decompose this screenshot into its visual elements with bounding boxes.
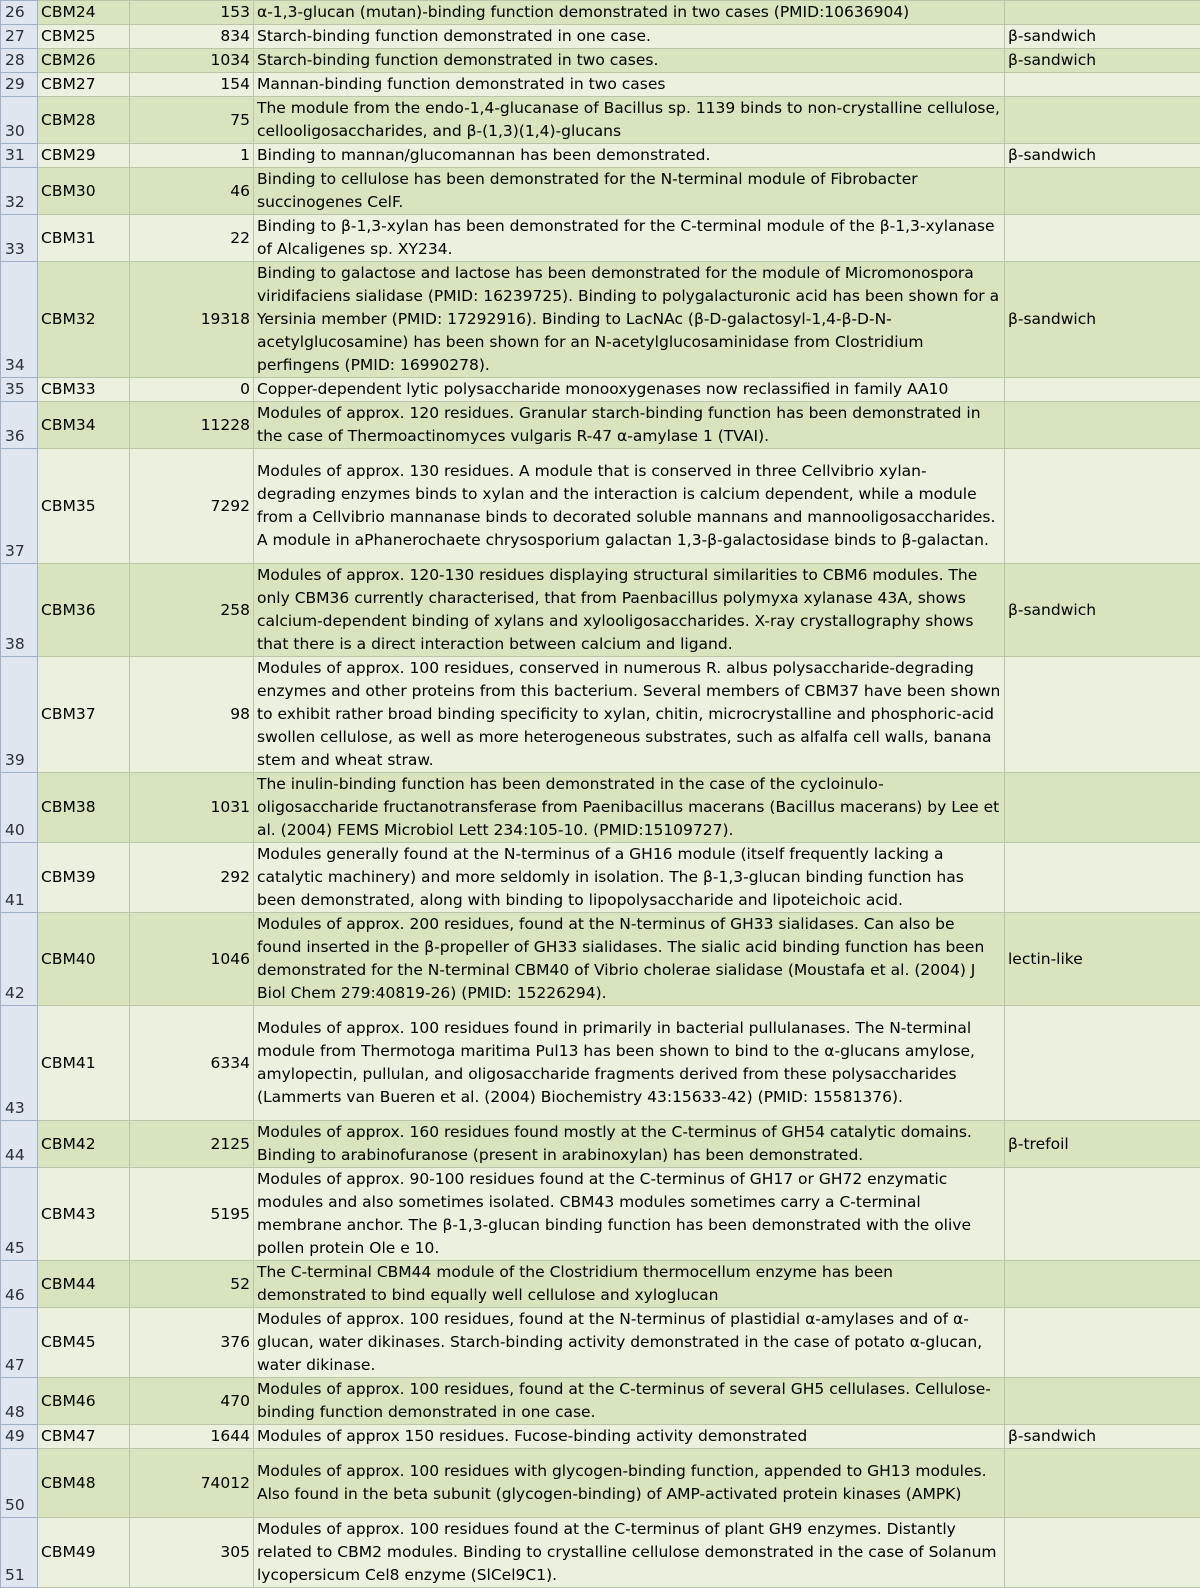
cell-description[interactable]: Modules of approx. 120 residues. Granular starch-binding function has been demonstrated in the case of Thermoactinomyces vulgaris R-47 α-amylase 1 (TVAI).	[254, 402, 1005, 449]
cell-description[interactable]: Modules of approx. 100 residues, found at the C-terminus of several GH5 cellulases. Cellulose-binding function demonstrated in one case.	[254, 1378, 1005, 1425]
cell-family[interactable]: CBM41	[38, 1006, 130, 1121]
cell-fold[interactable]	[1005, 1518, 1200, 1588]
cell-family[interactable]: CBM33	[38, 378, 130, 402]
table-row	[1, 1308, 1200, 1378]
table-row	[1, 73, 1200, 97]
row-header[interactable]: 46	[1, 1261, 38, 1308]
table-row	[1, 1006, 1200, 1121]
cell-fold[interactable]	[1005, 1378, 1200, 1425]
cell-description[interactable]: Modules of approx. 100 residues, conserved in numerous R. albus polysaccharide-degrading enzymes and other proteins from this bacterium. Several members of CBM37 have been shown to exhibit rather broad binding specificity to xylan, chitin, microcrystalline and phosphoric-acid swollen cellulose, as well as more heterogeneous substrates, such as alfalfa cell walls, banana stem and wheat straw.	[254, 657, 1005, 773]
table-row	[1, 378, 1200, 402]
cell-family[interactable]: CBM32	[38, 262, 130, 378]
row-header[interactable]: 31	[1, 144, 38, 168]
table-row	[1, 1, 1200, 25]
cell-description[interactable]: Starch-binding function demonstrated in one case.	[254, 25, 1005, 49]
cell-fold[interactable]	[1005, 1308, 1200, 1378]
cell-family[interactable]: CBM39	[38, 843, 130, 913]
cell-family[interactable]: CBM37	[38, 657, 130, 773]
cell-description[interactable]: Starch-binding function demonstrated in two cases.	[254, 49, 1005, 73]
cell-count[interactable]: 1644	[130, 1425, 254, 1449]
cell-description[interactable]: α-1,3-glucan (mutan)-binding function demonstrated in two cases (PMID:10636904)	[254, 1, 1005, 25]
row-header[interactable]: 42	[1, 913, 38, 1006]
cell-fold[interactable]	[1005, 168, 1200, 215]
cell-fold[interactable]	[1005, 1, 1200, 25]
cell-count[interactable]: 22	[130, 215, 254, 262]
row-header[interactable]: 51	[1, 1518, 38, 1588]
cell-count[interactable]: 258	[130, 564, 254, 657]
row-header[interactable]: 38	[1, 564, 38, 657]
cell-fold[interactable]	[1005, 843, 1200, 913]
cell-description[interactable]: Binding to mannan/glucomannan has been demonstrated.	[254, 144, 1005, 168]
row-header[interactable]: 45	[1, 1168, 38, 1261]
row-header[interactable]: 49	[1, 1425, 38, 1449]
table-row	[1, 402, 1200, 449]
cell-family[interactable]: CBM24	[38, 1, 130, 25]
cell-family[interactable]: CBM29	[38, 144, 130, 168]
row-header[interactable]: 40	[1, 773, 38, 843]
cell-family[interactable]: CBM28	[38, 97, 130, 144]
cell-description[interactable]: Modules of approx. 120-130 residues displaying structural similarities to CBM6 modules. The only CBM36 currently characterised, that from Paenbacillus polymyxa xylanase 43A, shows calcium-dependent binding of xylans and xylooligosaccharides. X-ray crystallography shows that there is a direct interaction between calcium and ligand.	[254, 564, 1005, 657]
cell-description[interactable]: Modules of approx. 100 residues found in primarily in bacterial pullulanases. The N-terminal module from Thermotoga maritima Pul13 has been shown to bind to the α-glucans amylose, amylopectin, pullulan, and oligosaccharide fragments derived from these polysaccharides (Lammerts van Bueren et al. (2004) Biochemistry 43:15633-42) (PMID: 15581376).	[254, 1006, 1005, 1121]
cell-family[interactable]: CBM34	[38, 402, 130, 449]
cell-count[interactable]: 19318	[130, 262, 254, 378]
cell-description[interactable]: Binding to cellulose has been demonstrated for the N-terminal module of Fibrobacter succinogenes CelF.	[254, 168, 1005, 215]
grid-body	[1, 1, 1200, 1588]
table-row	[1, 1261, 1200, 1308]
row-header[interactable]: 39	[1, 657, 38, 773]
table-row	[1, 1121, 1200, 1168]
row-header[interactable]: 28	[1, 49, 38, 73]
cell-fold[interactable]: β-sandwich	[1005, 1425, 1200, 1449]
cell-fold[interactable]: β-sandwich	[1005, 144, 1200, 168]
row-header[interactable]: 43	[1, 1006, 38, 1121]
table-row	[1, 1449, 1200, 1518]
cell-description[interactable]: Modules of approx. 130 residues. A module that is conserved in three Cellvibrio xylan-degrading enzymes binds to xylan and the interaction is calcium dependent, while a module from a Cellvibrio mannanase binds to decorated soluble mannans and mannooligosaccharides. A module in aPhanerochaete chrysosporium galactan 1,3-β-galactosidase binds to β-galactan.	[254, 449, 1005, 564]
cell-count[interactable]: 1031	[130, 773, 254, 843]
cell-count[interactable]: 1034	[130, 49, 254, 73]
cell-description[interactable]: Binding to galactose and lactose has been demonstrated for the module of Micromonospora viridifaciens sialidase (PMID: 16239725). Binding to polygalacturonic acid has been shown for a Yersinia member (PMID: 17292916). Binding to LacNAc (β-D-galactosyl-1,4-β-D-N-acetylglucosamine) has been shown for an N-acetylglucosaminidase from Clostridium perfingens (PMID: 16990278).	[254, 262, 1005, 378]
cell-count[interactable]: 376	[130, 1308, 254, 1378]
cell-fold[interactable]: β-sandwich	[1005, 49, 1200, 73]
cell-description[interactable]: Modules of approx. 100 residues with glycogen-binding function, appended to GH13 modules. Also found in the beta subunit (glycogen-binding) of AMP-activated protein kinases (AMPK)	[254, 1449, 1005, 1518]
cell-count[interactable]: 7292	[130, 449, 254, 564]
cell-family[interactable]: CBM49	[38, 1518, 130, 1588]
table-row	[1, 215, 1200, 262]
cell-family[interactable]: CBM44	[38, 1261, 130, 1308]
table-row	[1, 49, 1200, 73]
cell-family[interactable]: CBM38	[38, 773, 130, 843]
cell-family[interactable]: CBM35	[38, 449, 130, 564]
cell-fold[interactable]	[1005, 773, 1200, 843]
row-header[interactable]: 33	[1, 215, 38, 262]
cell-count[interactable]: 1046	[130, 913, 254, 1006]
cell-count[interactable]: 98	[130, 657, 254, 773]
cell-fold[interactable]: lectin-like	[1005, 913, 1200, 1006]
cell-family[interactable]: CBM46	[38, 1378, 130, 1425]
table-row	[1, 449, 1200, 564]
cell-fold[interactable]	[1005, 657, 1200, 773]
row-header[interactable]: 27	[1, 25, 38, 49]
cell-description[interactable]: Modules generally found at the N-terminus of a GH16 module (itself frequently lacking a catalytic machinery) and more seldomly in isolation. The β-1,3-glucan binding function has been demonstrated, along with binding to lipopolysaccharide and lipoteichoic acid.	[254, 843, 1005, 913]
cell-family[interactable]: CBM31	[38, 215, 130, 262]
table-row	[1, 1378, 1200, 1425]
table-row	[1, 262, 1200, 378]
cell-description[interactable]: The C-terminal CBM44 module of the Clostridium thermocellum enzyme has been demonstrated to bind equally well cellulose and xyloglucan	[254, 1261, 1005, 1308]
cell-fold[interactable]	[1005, 1261, 1200, 1308]
cell-family[interactable]: CBM48	[38, 1449, 130, 1518]
row-header[interactable]: 29	[1, 73, 38, 97]
cell-fold[interactable]: β-sandwich	[1005, 25, 1200, 49]
cell-count[interactable]: 470	[130, 1378, 254, 1425]
cell-fold[interactable]	[1005, 73, 1200, 97]
cell-count[interactable]: 6334	[130, 1006, 254, 1121]
cell-count[interactable]: 154	[130, 73, 254, 97]
cell-family[interactable]: CBM42	[38, 1121, 130, 1168]
cell-fold[interactable]	[1005, 378, 1200, 402]
cell-description[interactable]: Modules of approx. 200 residues, found at the N-terminus of GH33 sialidases. Can also be found inserted in the β-propeller of GH33 sialidases. The sialic acid binding function has been demonstrated for the N-terminal CBM40 of Vibrio cholerae sialidase (Moustafa et al. (2004) J Biol Chem 279:40819-26) (PMID: 15226294).	[254, 913, 1005, 1006]
cell-family[interactable]: CBM45	[38, 1308, 130, 1378]
cell-count[interactable]: 74012	[130, 1449, 254, 1518]
cell-family[interactable]: CBM25	[38, 25, 130, 49]
table-row	[1, 168, 1200, 215]
cell-count[interactable]: 305	[130, 1518, 254, 1588]
cell-fold[interactable]	[1005, 449, 1200, 564]
cell-description[interactable]: Binding to β-1,3-xylan has been demonstrated for the C-terminal module of the β-1,3-xylanase of Alcaligenes sp. XY234.	[254, 215, 1005, 262]
row-header[interactable]: 36	[1, 402, 38, 449]
cell-description[interactable]: Modules of approx. 90-100 residues found at the C-terminus of GH17 or GH72 enzymatic modules and also sometimes isolated. CBM43 modules sometimes carry a C-terminal membrane anchor. The β-1,3-glucan binding function has been demonstrated with the olive pollen protein Ole e 10.	[254, 1168, 1005, 1261]
row-header[interactable]: 44	[1, 1121, 38, 1168]
row-header[interactable]: 34	[1, 262, 38, 378]
row-header[interactable]: 50	[1, 1449, 38, 1518]
table-row	[1, 564, 1200, 657]
cell-family[interactable]: CBM36	[38, 564, 130, 657]
cell-family[interactable]: CBM47	[38, 1425, 130, 1449]
row-header[interactable]: 41	[1, 843, 38, 913]
cell-count[interactable]: 5195	[130, 1168, 254, 1261]
table-row	[1, 1168, 1200, 1261]
cell-fold[interactable]: β-sandwich	[1005, 262, 1200, 378]
cell-fold[interactable]	[1005, 1168, 1200, 1261]
table-row	[1, 1425, 1200, 1449]
cell-description[interactable]: Modules of approx 150 residues. Fucose-binding activity demonstrated	[254, 1425, 1005, 1449]
cell-family[interactable]: CBM26	[38, 49, 130, 73]
table-row	[1, 773, 1200, 843]
table-row	[1, 843, 1200, 913]
row-header[interactable]: 37	[1, 449, 38, 564]
cell-family[interactable]: CBM40	[38, 913, 130, 1006]
cell-family[interactable]: CBM27	[38, 73, 130, 97]
cell-fold[interactable]: β-trefoil	[1005, 1121, 1200, 1168]
table-row	[1, 144, 1200, 168]
cell-count[interactable]: 52	[130, 1261, 254, 1308]
row-header[interactable]: 48	[1, 1378, 38, 1425]
row-header[interactable]: 26	[1, 1, 38, 25]
cell-description[interactable]: The module from the endo-1,4-glucanase of Bacillus sp. 1139 binds to non-crystalline cellulose, cellooligosaccharides, and β-(1,3)(1,4)-glucans	[254, 97, 1005, 144]
cell-count[interactable]: 1	[130, 144, 254, 168]
cell-count[interactable]: 75	[130, 97, 254, 144]
cell-count[interactable]: 153	[130, 1, 254, 25]
cell-description[interactable]: Modules of approx. 100 residues, found at the N-terminus of plastidial α-amylases and of α-glucan, water dikinases. Starch-binding activity demonstrated in the case of potato α-glucan, water dikinase.	[254, 1308, 1005, 1378]
cell-fold[interactable]	[1005, 1449, 1200, 1518]
table-row	[1, 97, 1200, 144]
row-header[interactable]: 32	[1, 168, 38, 215]
cell-description[interactable]: The inulin-binding function has been demonstrated in the case of the cycloinulo-oligosaccharide fructanotransferase from Paenibacillus macerans (Bacillus macerans) by Lee et al. (2004) FEMS Microbiol Lett 234:105-10. (PMID:15109727).	[254, 773, 1005, 843]
row-header[interactable]: 30	[1, 97, 38, 144]
cell-count[interactable]: 0	[130, 378, 254, 402]
cell-family[interactable]: CBM30	[38, 168, 130, 215]
cell-count[interactable]: 46	[130, 168, 254, 215]
cell-description[interactable]: Modules of approx. 160 residues found mostly at the C-terminus of GH54 catalytic domains. Binding to arabinofuranose (present in arabinoxylan) has been demonstrated.	[254, 1121, 1005, 1168]
cell-fold[interactable]	[1005, 215, 1200, 262]
table-row	[1, 1518, 1200, 1588]
cell-fold[interactable]: β-sandwich	[1005, 564, 1200, 657]
row-header[interactable]: 47	[1, 1308, 38, 1378]
cell-description[interactable]: Copper-dependent lytic polysaccharide monooxygenases now reclassified in family AA10	[254, 378, 1005, 402]
cell-fold[interactable]	[1005, 1006, 1200, 1121]
cell-count[interactable]: 292	[130, 843, 254, 913]
table-row	[1, 657, 1200, 773]
cell-count[interactable]: 2125	[130, 1121, 254, 1168]
cell-count[interactable]: 834	[130, 25, 254, 49]
cell-family[interactable]: CBM43	[38, 1168, 130, 1261]
cell-description[interactable]: Modules of approx. 100 residues found at the C-terminus of plant GH9 enzymes. Distantly related to CBM2 modules. Binding to crystalline cellulose demonstrated in the case of Solanum lycopersicum Cel8 enzyme (SlCel9C1).	[254, 1518, 1005, 1588]
table-row	[1, 913, 1200, 1006]
cell-fold[interactable]	[1005, 402, 1200, 449]
table-row	[1, 25, 1200, 49]
cell-fold[interactable]	[1005, 97, 1200, 144]
cell-count[interactable]: 11228	[130, 402, 254, 449]
row-header[interactable]: 35	[1, 378, 38, 402]
cell-description[interactable]: Mannan-binding function demonstrated in two cases	[254, 73, 1005, 97]
